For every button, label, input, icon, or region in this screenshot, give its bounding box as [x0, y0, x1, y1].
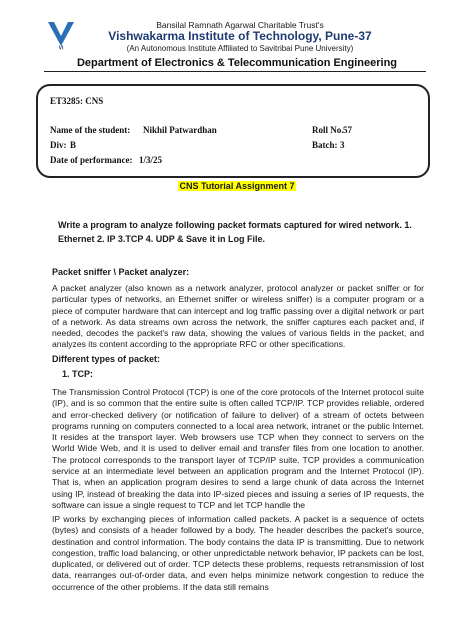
problem-statement: Write a program to analyze following packet formats captured for wired network. 1. Ethernet 2. IP 3.TCP 4. UDP & Save it in Log File. — [58, 220, 412, 244]
subheading-tcp: 1. TCP: — [62, 369, 94, 379]
roll-number: 57 — [343, 125, 352, 135]
section-heading-types: Different types of packet: — [52, 354, 161, 364]
header-divider — [44, 71, 426, 72]
assignment-title-text: CNS Tutorial Assignment 7 — [179, 181, 295, 191]
logo-text: VI — [58, 45, 64, 50]
batch-value: 3 — [340, 140, 345, 150]
document-header — [0, 0, 474, 60]
student-name: Nikhil Patwardhan — [143, 125, 217, 135]
date-label: Date of performance: — [50, 155, 133, 165]
roll-label: Roll No. — [312, 125, 344, 135]
div-value: B — [70, 140, 77, 150]
paragraph-tcp: The Transmission Control Protocol (TCP) is one of the core protocols of the Internet protocol suite (IP), and is so common that the entire suite is often called TCP/IP. TCP provides reliable, ordered and error-checked delivery (or notification of failure to deliver) of a stream of octets between programs running on computers connected to a local area network, intranet or the public Internet. It resides at the transport layer. Web browsers use TCP when they connect to servers on the World Wide Web, and it is used to deliver email and transfer files from one location to another. The protocol corresponds to the transport layer of TCP/IP suite. TCP provides a communication service at an intermediate level between an application program and the Internet Protocol (IP). That is, when an application program desires to send a large chunk of data across the Internet using IP, instead of breaking the data into IP-sized pieces and issuing a series of IP requests, the software can issue a single request to TCP and let TCP handle the — [52, 387, 424, 510]
institute-name: Vishwakarma Institute of Technology, Pune-37 — [108, 29, 372, 43]
paragraph-sniffer: A packet analyzer (also known as a network analyzer, protocol analyzer or packet sniffer or for particular types of networks, an Ethernet sniffer or wireless sniffer) is a computer program or a piece of computer hardware that can intercept and log traffic passing over a digital network or part of a network. As data streams own across the network, the sniffer captures each packet and, if needed, decodes the packet's raw data, showing the values of various fields in the packet, and analyzes its content according to the appropriate RFC or other specifications. — [52, 283, 424, 350]
student-name-label: Name of the student: — [50, 125, 131, 135]
assignment-title — [0, 181, 474, 191]
batch-label: Batch: — [312, 140, 338, 150]
date-value: 1/3/25 — [139, 155, 163, 165]
autonomous-note: (An Autonomous Institute Affiliated to Savitribai Pune University) — [126, 44, 354, 53]
paragraph-ip: IP works by exchanging pieces of information called packets. A packet is a sequence of octets (bytes) and consists of a header followed by a body. The header describes the packet's source, destination and control information. The body contains the data IP is transmitting. Due to network congestion, traffic load balancing, or other unpredictable network behavior, IP packets can be lost, duplicated, or delivered out of order. TCP detects these problems, requests retransmission of lost data, rearranges out-of-order data, and even helps minimize network congestion to reduce the occurrence of the other problems. If the data still remains — [52, 514, 424, 592]
course-code: ET3285: CNS — [50, 96, 104, 106]
div-label: Div: — [50, 140, 67, 150]
trust-name: Bansilal Ramnath Agarwal Charitable Trust's — [156, 20, 324, 30]
student-info-box — [36, 84, 430, 178]
section-heading-sniffer: Packet sniffer \ Packet analyzer: — [52, 267, 190, 277]
department-title: Department of Electronics & Telecommunication Engineering — [76, 57, 398, 69]
